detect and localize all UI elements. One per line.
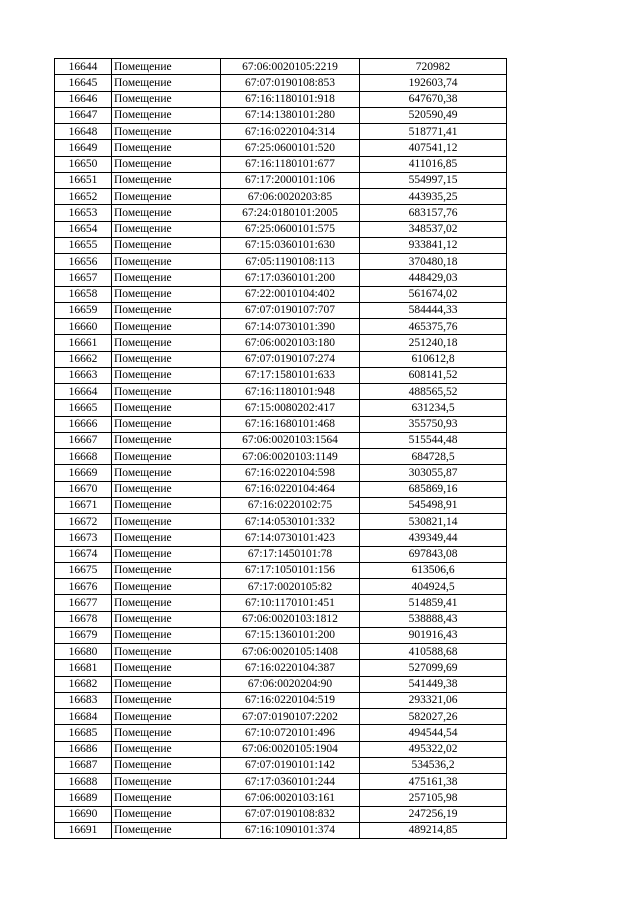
table-row [55, 579, 507, 595]
cadastral-number-cell: 67:10:0720101:496 [221, 725, 360, 741]
table-row [55, 286, 507, 302]
cadastral-number-cell: 67:16:1180101:677 [221, 156, 360, 172]
cadastral-number-cell: 67:17:2000101:106 [221, 172, 360, 188]
value-cell: 527099,69 [360, 660, 507, 676]
object-type-cell: Помещение [112, 384, 221, 400]
row-number-cell: 16672 [55, 514, 112, 530]
cadastral-number-cell: 67:10:1170101:451 [221, 595, 360, 611]
table-row [55, 822, 507, 838]
cadastral-number-cell: 67:16:0220104:598 [221, 465, 360, 481]
table-row [55, 611, 507, 627]
row-number-cell: 16653 [55, 205, 112, 221]
row-number-cell: 16691 [55, 822, 112, 838]
object-type-cell: Помещение [112, 790, 221, 806]
value-cell: 561674,02 [360, 286, 507, 302]
table-row [55, 416, 507, 432]
object-type-cell: Помещение [112, 562, 221, 578]
object-type-cell: Помещение [112, 822, 221, 838]
table-row [55, 790, 507, 806]
row-number-cell: 16647 [55, 107, 112, 123]
cadastral-number-cell: 67:16:1180101:948 [221, 384, 360, 400]
row-number-cell: 16660 [55, 319, 112, 335]
table-row [55, 644, 507, 660]
table-row [55, 741, 507, 757]
value-cell: 489214,85 [360, 822, 507, 838]
cadastral-number-cell: 67:07:0190107:2202 [221, 709, 360, 725]
table-row [55, 757, 507, 773]
row-number-cell: 16674 [55, 546, 112, 562]
object-type-cell: Помещение [112, 107, 221, 123]
cadastral-number-cell: 67:16:1180101:918 [221, 91, 360, 107]
row-number-cell: 16673 [55, 530, 112, 546]
value-cell: 608141,52 [360, 367, 507, 383]
cadastral-number-cell: 67:17:0360101:200 [221, 270, 360, 286]
object-type-cell: Помещение [112, 75, 221, 91]
table-row [55, 189, 507, 205]
row-number-cell: 16687 [55, 757, 112, 773]
table-row [55, 140, 507, 156]
cadastral-number-cell: 67:06:0020203:85 [221, 189, 360, 205]
object-type-cell: Помещение [112, 335, 221, 351]
value-cell: 247256,19 [360, 806, 507, 822]
table-row [55, 481, 507, 497]
row-number-cell: 16679 [55, 627, 112, 643]
row-number-cell: 16670 [55, 481, 112, 497]
cadastral-number-cell: 67:07:0190107:707 [221, 302, 360, 318]
object-type-cell: Помещение [112, 546, 221, 562]
cadastral-number-cell: 67:06:0020105:2219 [221, 59, 360, 75]
row-number-cell: 16676 [55, 579, 112, 595]
row-number-cell: 16659 [55, 302, 112, 318]
property-table [54, 58, 507, 839]
object-type-cell: Помещение [112, 286, 221, 302]
table-row [55, 449, 507, 465]
object-type-cell: Помещение [112, 367, 221, 383]
table-row [55, 205, 507, 221]
object-type-cell: Помещение [112, 611, 221, 627]
row-number-cell: 16677 [55, 595, 112, 611]
cadastral-number-cell: 67:22:0010104:402 [221, 286, 360, 302]
row-number-cell: 16645 [55, 75, 112, 91]
cadastral-number-cell: 67:07:0190101:142 [221, 757, 360, 773]
object-type-cell: Помещение [112, 497, 221, 513]
value-cell: 192603,74 [360, 75, 507, 91]
object-type-cell: Помещение [112, 725, 221, 741]
value-cell: 720982 [360, 59, 507, 75]
cadastral-number-cell: 67:15:0360101:630 [221, 237, 360, 253]
table-row [55, 384, 507, 400]
value-cell: 439349,44 [360, 530, 507, 546]
value-cell: 495322,02 [360, 741, 507, 757]
table-row [55, 351, 507, 367]
object-type-cell: Помещение [112, 514, 221, 530]
table-body [55, 59, 507, 839]
cadastral-number-cell: 67:25:0600101:575 [221, 221, 360, 237]
cadastral-number-cell: 67:24:0180101:2005 [221, 205, 360, 221]
row-number-cell: 16657 [55, 270, 112, 286]
table-row [55, 514, 507, 530]
cadastral-number-cell: 67:17:1580101:633 [221, 367, 360, 383]
row-number-cell: 16651 [55, 172, 112, 188]
row-number-cell: 16646 [55, 91, 112, 107]
object-type-cell: Помещение [112, 465, 221, 481]
table-row [55, 124, 507, 140]
value-cell: 257105,98 [360, 790, 507, 806]
row-number-cell: 16686 [55, 741, 112, 757]
object-type-cell: Помещение [112, 59, 221, 75]
cadastral-number-cell: 67:17:1450101:78 [221, 546, 360, 562]
table-row [55, 806, 507, 822]
object-type-cell: Помещение [112, 221, 221, 237]
object-type-cell: Помещение [112, 660, 221, 676]
table-row [55, 172, 507, 188]
value-cell: 303055,87 [360, 465, 507, 481]
cadastral-number-cell: 67:06:0020103:180 [221, 335, 360, 351]
value-cell: 901916,43 [360, 627, 507, 643]
object-type-cell: Помещение [112, 124, 221, 140]
table-row [55, 692, 507, 708]
row-number-cell: 16650 [55, 156, 112, 172]
cadastral-number-cell: 67:17:0020105:82 [221, 579, 360, 595]
value-cell: 514859,41 [360, 595, 507, 611]
table-row [55, 530, 507, 546]
object-type-cell: Помещение [112, 757, 221, 773]
row-number-cell: 16644 [55, 59, 112, 75]
value-cell: 683157,76 [360, 205, 507, 221]
value-cell: 410588,68 [360, 644, 507, 660]
table-row [55, 432, 507, 448]
row-number-cell: 16671 [55, 497, 112, 513]
row-number-cell: 16652 [55, 189, 112, 205]
row-number-cell: 16649 [55, 140, 112, 156]
object-type-cell: Помещение [112, 579, 221, 595]
table-row [55, 709, 507, 725]
value-cell: 515544,48 [360, 432, 507, 448]
value-cell: 407541,12 [360, 140, 507, 156]
value-cell: 530821,14 [360, 514, 507, 530]
table-row [55, 774, 507, 790]
table-row [55, 91, 507, 107]
row-number-cell: 16662 [55, 351, 112, 367]
cadastral-number-cell: 67:16:1090101:374 [221, 822, 360, 838]
object-type-cell: Помещение [112, 91, 221, 107]
table-row [55, 59, 507, 75]
cadastral-number-cell: 67:06:0020105:1408 [221, 644, 360, 660]
cadastral-number-cell: 67:06:0020103:161 [221, 790, 360, 806]
value-cell: 610612,8 [360, 351, 507, 367]
table-row [55, 302, 507, 318]
object-type-cell: Помещение [112, 741, 221, 757]
object-type-cell: Помещение [112, 140, 221, 156]
cadastral-number-cell: 67:25:0600101:520 [221, 140, 360, 156]
object-type-cell: Помещение [112, 595, 221, 611]
value-cell: 684728,5 [360, 449, 507, 465]
value-cell: 647670,38 [360, 91, 507, 107]
table-row [55, 400, 507, 416]
row-number-cell: 16654 [55, 221, 112, 237]
row-number-cell: 16658 [55, 286, 112, 302]
table-row [55, 465, 507, 481]
table-row [55, 725, 507, 741]
object-type-cell: Помещение [112, 270, 221, 286]
object-type-cell: Помещение [112, 254, 221, 270]
value-cell: 554997,15 [360, 172, 507, 188]
table-row [55, 497, 507, 513]
table-row [55, 270, 507, 286]
value-cell: 404924,5 [360, 579, 507, 595]
row-number-cell: 16685 [55, 725, 112, 741]
object-type-cell: Помещение [112, 237, 221, 253]
value-cell: 541449,38 [360, 676, 507, 692]
value-cell: 251240,18 [360, 335, 507, 351]
row-number-cell: 16688 [55, 774, 112, 790]
cadastral-number-cell: 67:14:0730101:423 [221, 530, 360, 546]
row-number-cell: 16683 [55, 692, 112, 708]
row-number-cell: 16684 [55, 709, 112, 725]
table-row [55, 660, 507, 676]
row-number-cell: 16661 [55, 335, 112, 351]
cadastral-number-cell: 67:06:0020103:1812 [221, 611, 360, 627]
value-cell: 488565,52 [360, 384, 507, 400]
row-number-cell: 16690 [55, 806, 112, 822]
value-cell: 293321,06 [360, 692, 507, 708]
cadastral-number-cell: 67:16:0220104:519 [221, 692, 360, 708]
row-number-cell: 16675 [55, 562, 112, 578]
row-number-cell: 16665 [55, 400, 112, 416]
row-number-cell: 16682 [55, 676, 112, 692]
cadastral-number-cell: 67:14:0530101:332 [221, 514, 360, 530]
object-type-cell: Помещение [112, 806, 221, 822]
cadastral-number-cell: 67:06:0020105:1904 [221, 741, 360, 757]
object-type-cell: Помещение [112, 627, 221, 643]
object-type-cell: Помещение [112, 481, 221, 497]
object-type-cell: Помещение [112, 709, 221, 725]
table-row [55, 627, 507, 643]
object-type-cell: Помещение [112, 676, 221, 692]
value-cell: 545498,91 [360, 497, 507, 513]
row-number-cell: 16656 [55, 254, 112, 270]
row-number-cell: 16681 [55, 660, 112, 676]
row-number-cell: 16655 [55, 237, 112, 253]
value-cell: 685869,16 [360, 481, 507, 497]
object-type-cell: Помещение [112, 189, 221, 205]
table-row [55, 75, 507, 91]
value-cell: 697843,08 [360, 546, 507, 562]
value-cell: 520590,49 [360, 107, 507, 123]
value-cell: 475161,38 [360, 774, 507, 790]
object-type-cell: Помещение [112, 432, 221, 448]
table-row [55, 156, 507, 172]
object-type-cell: Помещение [112, 400, 221, 416]
cadastral-number-cell: 67:05:1190108:113 [221, 254, 360, 270]
value-cell: 933841,12 [360, 237, 507, 253]
cadastral-number-cell: 67:14:1380101:280 [221, 107, 360, 123]
object-type-cell: Помещение [112, 416, 221, 432]
object-type-cell: Помещение [112, 644, 221, 660]
table-row [55, 676, 507, 692]
table-row [55, 595, 507, 611]
cadastral-number-cell: 67:07:0190107:274 [221, 351, 360, 367]
value-cell: 355750,93 [360, 416, 507, 432]
object-type-cell: Помещение [112, 156, 221, 172]
row-number-cell: 16668 [55, 449, 112, 465]
object-type-cell: Помещение [112, 319, 221, 335]
row-number-cell: 16680 [55, 644, 112, 660]
object-type-cell: Помещение [112, 530, 221, 546]
table-row [55, 221, 507, 237]
value-cell: 348537,02 [360, 221, 507, 237]
table-row [55, 237, 507, 253]
object-type-cell: Помещение [112, 774, 221, 790]
cadastral-number-cell: 67:07:0190108:832 [221, 806, 360, 822]
table-row [55, 254, 507, 270]
value-cell: 613506,6 [360, 562, 507, 578]
row-number-cell: 16666 [55, 416, 112, 432]
value-cell: 534536,2 [360, 757, 507, 773]
object-type-cell: Помещение [112, 172, 221, 188]
row-number-cell: 16648 [55, 124, 112, 140]
row-number-cell: 16689 [55, 790, 112, 806]
table-row [55, 546, 507, 562]
table-row [55, 107, 507, 123]
cadastral-number-cell: 67:16:0220102:75 [221, 497, 360, 513]
value-cell: 370480,18 [360, 254, 507, 270]
cadastral-number-cell: 67:17:1050101:156 [221, 562, 360, 578]
value-cell: 582027,26 [360, 709, 507, 725]
object-type-cell: Помещение [112, 302, 221, 318]
cadastral-number-cell: 67:16:0220104:464 [221, 481, 360, 497]
value-cell: 631234,5 [360, 400, 507, 416]
cadastral-number-cell: 67:06:0020204:90 [221, 676, 360, 692]
cadastral-number-cell: 67:07:0190108:853 [221, 75, 360, 91]
object-type-cell: Помещение [112, 205, 221, 221]
cadastral-number-cell: 67:16:0220104:387 [221, 660, 360, 676]
cadastral-number-cell: 67:15:1360101:200 [221, 627, 360, 643]
object-type-cell: Помещение [112, 692, 221, 708]
table-row [55, 562, 507, 578]
value-cell: 448429,03 [360, 270, 507, 286]
row-number-cell: 16678 [55, 611, 112, 627]
cadastral-number-cell: 67:17:0360101:244 [221, 774, 360, 790]
cadastral-number-cell: 67:06:0020103:1149 [221, 449, 360, 465]
cadastral-number-cell: 67:15:0080202:417 [221, 400, 360, 416]
row-number-cell: 16667 [55, 432, 112, 448]
object-type-cell: Помещение [112, 351, 221, 367]
value-cell: 584444,33 [360, 302, 507, 318]
value-cell: 518771,41 [360, 124, 507, 140]
value-cell: 538888,43 [360, 611, 507, 627]
value-cell: 465375,76 [360, 319, 507, 335]
cadastral-number-cell: 67:16:1680101:468 [221, 416, 360, 432]
cadastral-number-cell: 67:16:0220104:314 [221, 124, 360, 140]
row-number-cell: 16663 [55, 367, 112, 383]
value-cell: 494544,54 [360, 725, 507, 741]
value-cell: 443935,25 [360, 189, 507, 205]
table-row [55, 319, 507, 335]
table-row [55, 367, 507, 383]
object-type-cell: Помещение [112, 449, 221, 465]
cadastral-number-cell: 67:06:0020103:1564 [221, 432, 360, 448]
row-number-cell: 16669 [55, 465, 112, 481]
table-row [55, 335, 507, 351]
value-cell: 411016,85 [360, 156, 507, 172]
row-number-cell: 16664 [55, 384, 112, 400]
cadastral-number-cell: 67:14:0730101:390 [221, 319, 360, 335]
